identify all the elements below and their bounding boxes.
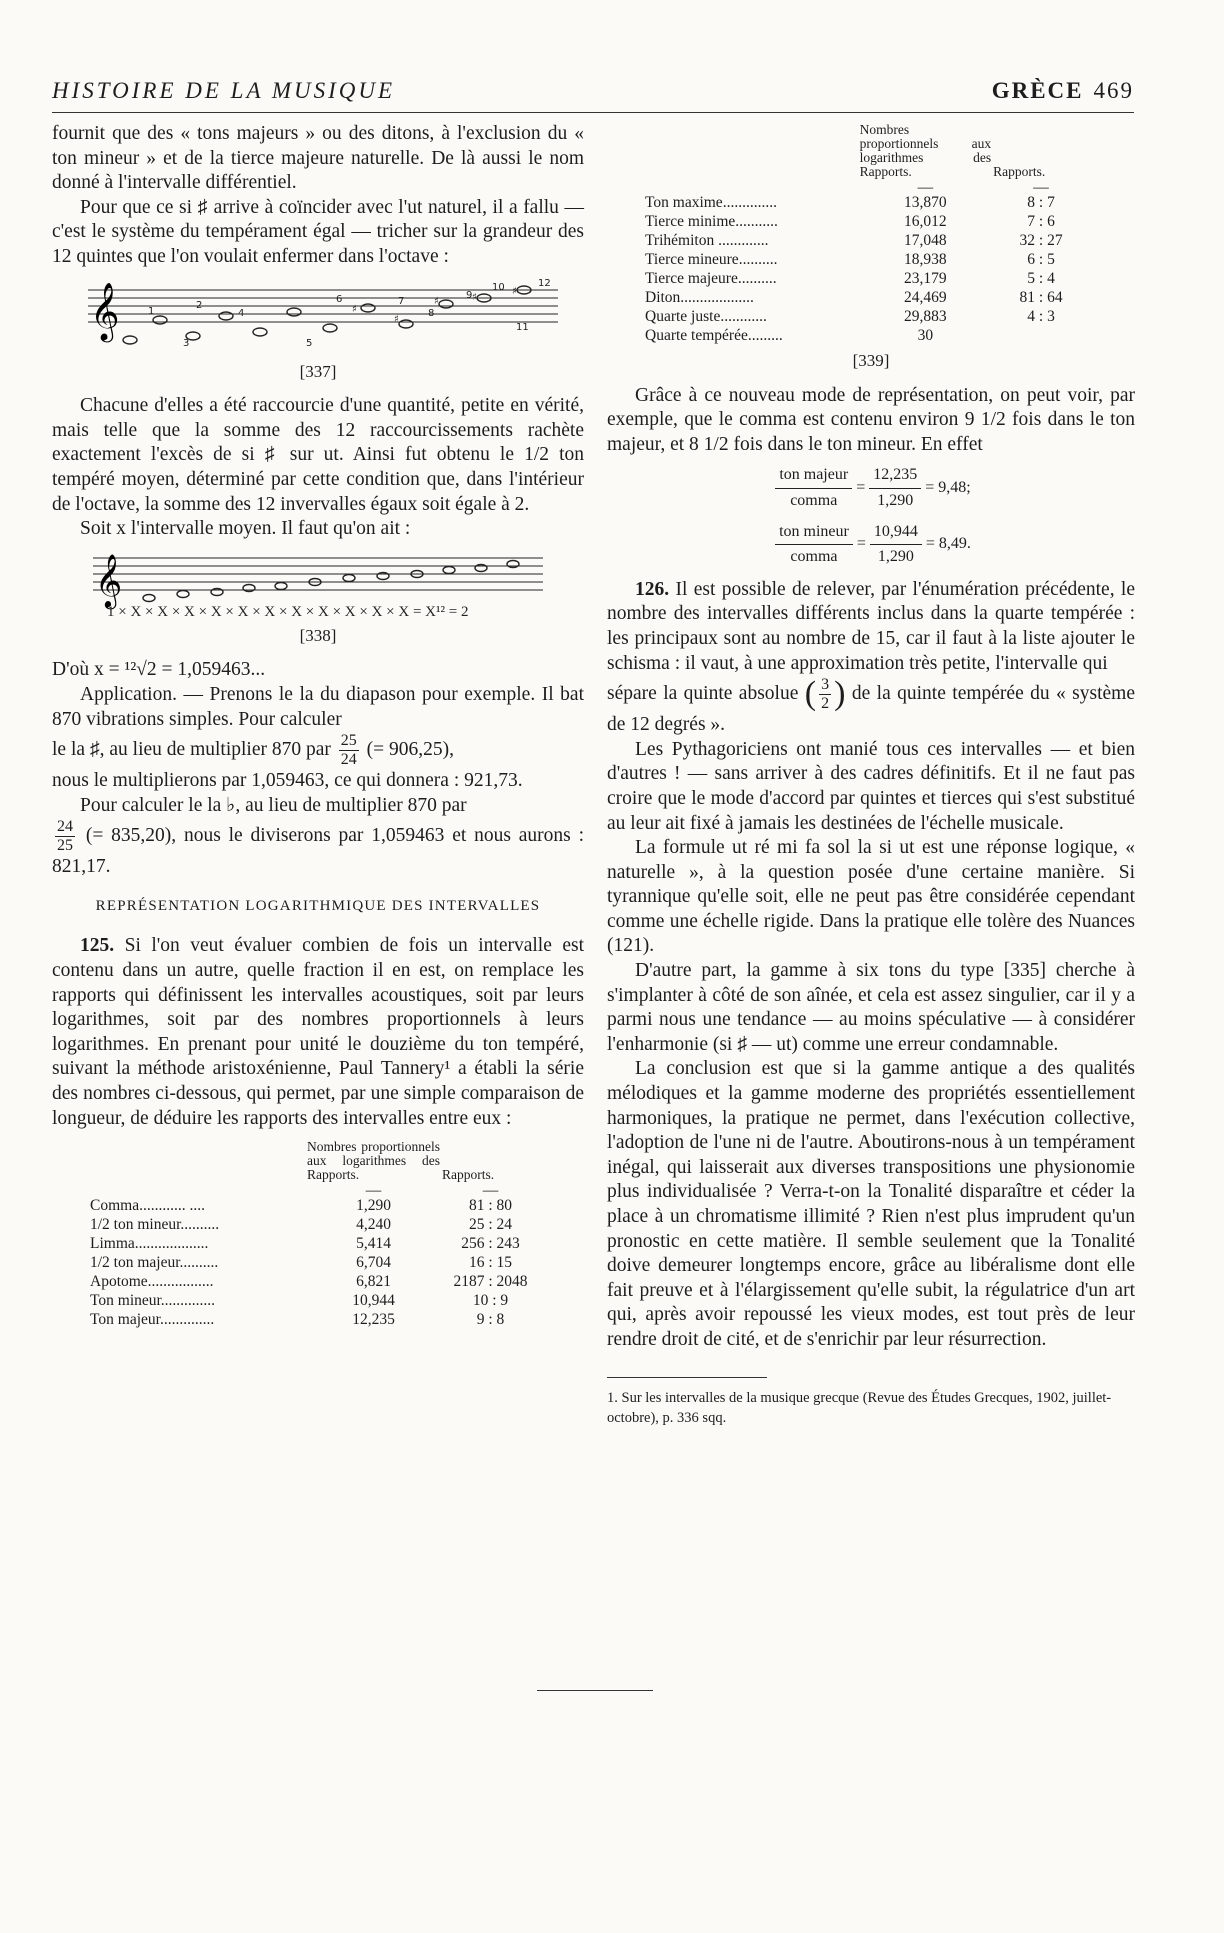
- cell-ratio: 25 : 24: [468, 1216, 513, 1234]
- cell-name: Ton majeur..............: [90, 1311, 215, 1329]
- table-row: [645, 193, 1090, 212]
- paragraph: 126. Il est possible de relever, par l'énumération précédente, le nombre des intervalles différents inclus dans la quarte tempérée : les principaux sont au nombre de 15, car il faut à la liste ajouter le schisma : il vaut, à une approximation très petite, l'intervalle qui: [607, 578, 1135, 674]
- svg-text:10: 10: [492, 281, 505, 293]
- table-row: [90, 1234, 540, 1253]
- cell-value: 23,179: [904, 270, 947, 287]
- paragraph: Pour calculer le la ♭, au lieu de multiplier 870 par: [80, 794, 467, 816]
- left-column: [52, 122, 584, 1329]
- music-staff-337: [68, 276, 568, 356]
- cell-name: Ton mineur..............: [90, 1292, 216, 1310]
- svg-text:♯: ♯: [394, 313, 399, 325]
- table-row: [645, 212, 1090, 231]
- cell-ratio: 16 : 15: [468, 1254, 513, 1272]
- footnote-rule: [607, 1377, 767, 1378]
- cell-value: 18,938: [904, 251, 947, 268]
- svg-text:♯: ♯: [472, 291, 477, 303]
- cell-value: 1,290: [356, 1197, 391, 1215]
- cell-ratio: 2187 : 2048: [453, 1273, 528, 1291]
- svg-text:♯: ♯: [434, 295, 439, 307]
- footnote: 1. Sur les intervalles de la musique grecque (Revue des Études Grecques, 1902, juillet-octobre), p. 336 sqq.: [607, 1389, 1112, 1426]
- cell-name: Limma...................: [90, 1235, 209, 1253]
- svg-text:2: 2: [196, 299, 203, 311]
- formula: D'où x = ¹²√2 = 1,059463...: [52, 659, 266, 681]
- fraction-25-24: $\frac{25}{24}$: [340, 732, 357, 769]
- cell-value: 24,469: [904, 289, 947, 306]
- column-header-ratios: Rapports.: [442, 1167, 495, 1183]
- cell-ratio: 4 : 3: [1027, 308, 1055, 325]
- svg-text:11: 11: [516, 321, 529, 333]
- cell-value: 13,870: [904, 194, 947, 211]
- cell-value: 30: [917, 327, 934, 344]
- cell-name: 1/2 ton mineur..........: [90, 1216, 220, 1234]
- running-header: [52, 78, 1134, 108]
- running-title: HISTOIRE DE LA MUSIQUE: [52, 78, 396, 103]
- cell-name: 1/2 ton majeur..........: [90, 1254, 219, 1272]
- paragraph: nous le multiplierons par 1,059463, ce qui donnera : 921,73.: [52, 770, 523, 792]
- fraction-24-25: $\frac{24}{25}$: [57, 818, 73, 855]
- cell-name: Tierce majeure..........: [645, 270, 777, 287]
- cell-ratio: 7 : 6: [1027, 213, 1055, 230]
- bottom-rule: [537, 1690, 653, 1691]
- svg-text:4: 4: [238, 307, 245, 319]
- svg-text:3: 3: [183, 337, 190, 349]
- cell-ratio: 256 : 243: [461, 1235, 520, 1253]
- cell-value: 4,240: [356, 1216, 391, 1234]
- paragraph: D'autre part, la gamme à six tons du type [335] cherche à s'implanter à côté de son aînée, et cela est assez singulier, car il y a parmi nous une tendance — au moins spéculative — à considérer l'enharmonie (si ♯ — ut) comme une erreur condamnable.: [607, 960, 1135, 1055]
- table-row: [90, 1215, 540, 1234]
- paragraph: le la ♯, au lieu de multiplier 870 par $\frac{25}{24}$ (= 906,25),: [52, 732, 454, 769]
- paragraph: La formule ut ré mi fa sol la si ut est une réponse logique, « naturelle », à la question posée d'une certaine manière. Si tyrannique qu'elle soit, elle ne peut pas être considérée cependant comme une échelle rigide. Dans la pratique elle tolère des Nuances (121).: [607, 837, 1135, 957]
- paragraph: Pour que ce si ♯ arrive à coïncider avec l'ut naturel, il a fallu — c'est le système du tempérament égal — tricher sur la grandeur des 12 quintes que l'on voulait enfermer dans l'octave :: [52, 196, 584, 267]
- right-column: [607, 122, 1135, 1428]
- cell-ratio: [992, 326, 1090, 345]
- svg-text:12: 12: [538, 277, 551, 289]
- svg-text:1: 1: [148, 305, 155, 317]
- figure-number-338: [338]: [299, 625, 337, 645]
- svg-text:5: 5: [306, 337, 313, 349]
- table-row: [90, 1291, 540, 1310]
- table-row: [645, 326, 1090, 345]
- paragraph: Application. — Prenons le la du diapason pour exemple. Il bat 870 vibrations simples. Pour calculer: [52, 683, 584, 730]
- table-row: [90, 1196, 540, 1215]
- cell-ratio: 8 : 7: [1027, 194, 1055, 211]
- table-row: [90, 1310, 540, 1329]
- cell-value: 17,048: [904, 232, 947, 249]
- svg-text:6: 6: [336, 293, 343, 305]
- svg-text:𝄞: 𝄞: [90, 281, 120, 340]
- fraction-3-2: $\frac{3}{2}$: [821, 676, 830, 713]
- column-header-ratios: Rapports.: [993, 164, 1046, 179]
- paragraph: sépare la quinte absolue ( $\frac{3}{2}$ ) de la quinte tempérée du « système de 12 degrés ».: [607, 675, 1136, 736]
- section-title: GRÈCE: [991, 78, 1084, 103]
- paragraph: Les Pythagoriciens ont manié tous ces intervalles — et bien d'autres ! — sans arriver à des cadres définitifs. Et il ne faut pas croire que le mode d'accord par quintes et tierces qui s'est substitué au leur ait fixé à jamais les destinées de l'échelle musicale.: [607, 738, 1135, 834]
- staff-338-caption: 1 × X × X × X × X × X × X × X × X × X × X × X = X¹² = 2: [107, 603, 469, 620]
- column-header-values: Nombres proportionnels aux logarithmes des Rapports.: [307, 1139, 440, 1183]
- cell-value: 6,704: [356, 1254, 391, 1272]
- paragraph: fournit que des « tons majeurs » ou des ditons, à l'exclusion du « ton mineur » et de la tierce majeure naturelle. De là aussi le nom donné à l'intervalle différentiel.: [52, 123, 584, 194]
- cell-ratio: 32 : 27: [1019, 232, 1063, 249]
- svg-text:♯: ♯: [352, 303, 357, 315]
- paragraph: Grâce à ce nouveau mode de représentation, on peut voir, par exemple, que le comma est contenu environ 9 1/2 fois dans le ton majeur, et 8 1/2 fois dans le ton mineur. En effet: [607, 384, 1135, 455]
- svg-text:9: 9: [466, 289, 473, 301]
- table-row: [645, 307, 1090, 326]
- cell-name: Comma............ ....: [90, 1197, 205, 1215]
- cell-name: Trihémiton .............: [645, 232, 769, 249]
- paragraph: Soit x l'intervalle moyen. Il faut qu'on ait :: [80, 518, 411, 540]
- cell-ratio: 81 : 64: [1019, 289, 1063, 306]
- cell-ratio: 6 : 5: [1027, 251, 1055, 268]
- cell-value: 16,012: [904, 213, 947, 230]
- interval-table-left: Nombres proportionnels aux logarithmes des Rapports. Rapports. — — Comma............ .... 1,290 81 : 80 1/2 ton mineur.......... 4,240 25 : 24 Limma................... 5,414 256 : 243 1/2 ton majeur.......... 6,704 16 : 15 Apotome................. 6,821 2187 : 2048 Ton mineur.............. 10,944 10 : 9 Ton majeur.............. 12,235 9 : 8: [90, 1139, 540, 1329]
- table-row: [90, 1253, 540, 1272]
- cell-name: Apotome.................: [90, 1273, 214, 1291]
- cell-ratio: 9 : 8: [476, 1311, 505, 1329]
- equation-ton-mineur: $\frac{\text{ton mineur}}{\text{comma}}$ = $\frac{10,944}{1,290}$ = 8,49.: [607, 520, 1135, 570]
- svg-text:7: 7: [398, 295, 405, 307]
- interval-table-right: Nombres proportionnels aux logarithmes des Rapports. Rapports. — — Ton maxime.............. 13,870 8 : 7 Tierce minime........... 16,012 7 : 6 Trihémiton ............. 17,048 32 : 27 Tierce mineure.......... 18,938 6 : 5 Tierce majeure.......... 23,179 5 : 4 Diton................... 24,469 81 : 64 Quarte juste............ 29,883 4 : 3 Quarte tempérée......... 30: [645, 122, 1090, 345]
- cell-value: 29,883: [904, 308, 947, 325]
- page-number: 469: [1093, 78, 1134, 103]
- cell-value: 6,821: [356, 1273, 391, 1291]
- figure-number-337: [337]: [299, 361, 337, 381]
- cell-name: Diton...................: [645, 289, 754, 306]
- table-row: [90, 1272, 540, 1291]
- column-header-values: Nombres proportionnels aux logarithmes des Rapports.: [859, 122, 992, 179]
- svg-text:𝄞: 𝄞: [95, 552, 123, 607]
- table-row: [645, 231, 1090, 250]
- table-row: [645, 269, 1090, 288]
- table-row: [645, 250, 1090, 269]
- paragraph: Chacune d'elles a été raccourcie d'une quantité, petite en vérité, mais telle que la somme des 12 raccourcissements rachète exactement l'excès de si ♯ sur ut. Ainsi fut obtenu le 1/2 ton tempéré moyen, déterminé par cette condition que, dans l'intérieur de l'octave, la somme des 12 invervalles égaux soit égale à 2.: [52, 395, 584, 515]
- equation-ton-majeur: $\frac{\text{ton majeur}}{\text{comma}}$ = $\frac{12,235}{1,290}$ = 9,48;: [607, 463, 1135, 513]
- cell-ratio: 5 : 4: [1027, 270, 1055, 287]
- section-and-page: [992, 78, 1134, 104]
- cell-name: Tierce mineure..........: [645, 251, 778, 268]
- paragraph: $\frac{24}{25}$ (= 835,20), nous le diviserons par 1,059463 et nous aurons : 821,17.: [52, 818, 584, 878]
- cell-ratio: 81 : 80: [468, 1197, 513, 1215]
- section-heading: REPRÉSENTATION LOGARITHMIQUE DES INTERVALLES: [95, 897, 541, 914]
- cell-name: Quarte juste............: [645, 308, 767, 325]
- header-rule: [52, 112, 1134, 113]
- cell-value: 5,414: [356, 1235, 391, 1253]
- cell-name: Ton maxime..............: [645, 194, 777, 211]
- svg-text:♯: ♯: [512, 285, 517, 297]
- cell-value: 12,235: [352, 1311, 395, 1329]
- music-staff-338: [83, 548, 553, 620]
- cell-ratio: 10 : 9: [472, 1292, 509, 1310]
- paragraph: La conclusion est que si la gamme antique a des qualités mélodiques et la gamme moderne des propriétés essentiellement harmoniques, la pratique ne permet, dans l'exécution collective, l'adoption de l'une ni de l'autre. Aboutirons-nous à un tempérament inégal, qui laisserait aux diverses transpositions une physionomie plus individualisée ? Verra-t-on la Tonalité disparaître et céder la place à un chromatisme illimité ? Rien n'est plus imprudent qu'un pronostic en cette matière. Il semble seulement que la Tonalité doive demeurer longtemps encore, grâce au libéralisme dont elle fait preuve et à l'élargissement qu'elle subit, la régulatrice d'un art qui, après avoir repoussé les vieux modes, est tout près de leur rendre droit de cité, et de s'enrichir par leur résurrection.: [607, 1058, 1135, 1350]
- table-row: [645, 288, 1090, 307]
- paragraph: 125. Si l'on veut évaluer combien de fois un intervalle est contenu dans un autre, quelle fraction il en est, on remplace les rapports qui définissent les intervalles acoustiques, soit par leurs logarithmes, soit par des nombres proportionnels à leurs logarithmes. En prenant pour unité le douzième du ton tempéré, suivant la méthode aristoxénienne, Paul Tannery¹ a établi la série des nombres ci-dessous, qui permet, par une simple comparaison de longueur, de déduire les rapports des intervalles entre eux :: [52, 935, 584, 1129]
- figure-number-339: [339]: [852, 351, 890, 370]
- svg-text:8: 8: [428, 307, 435, 319]
- cell-value: 10,944: [352, 1292, 395, 1310]
- cell-name: Quarte tempérée.........: [645, 327, 783, 344]
- cell-name: Tierce minime...........: [645, 213, 778, 230]
